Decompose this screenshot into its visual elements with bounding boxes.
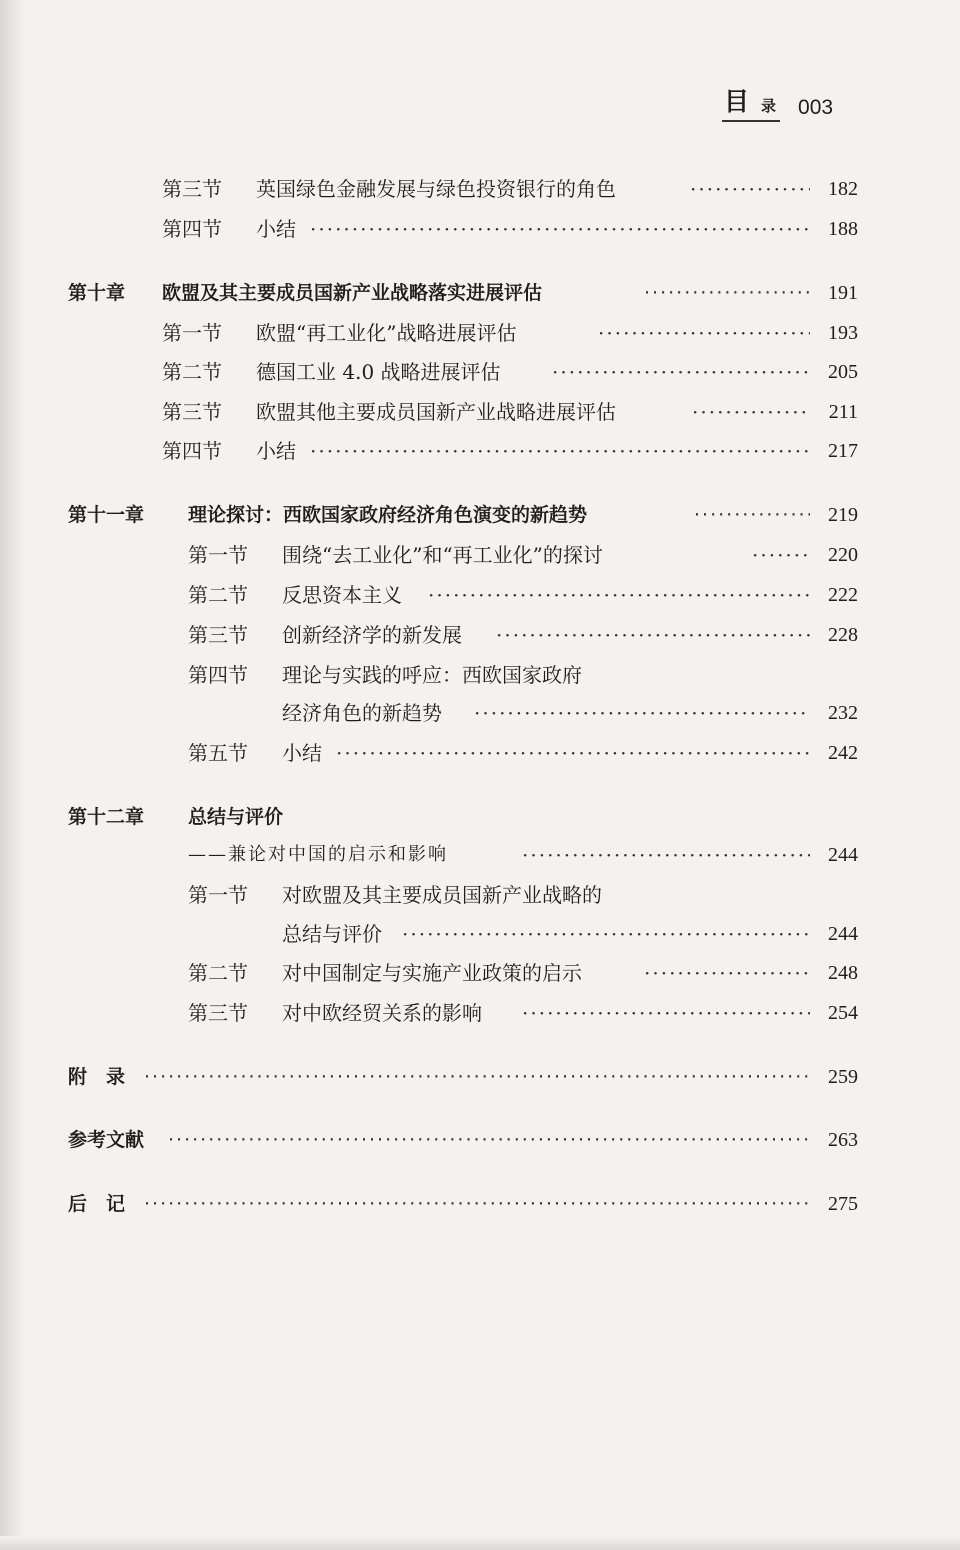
dot-leader — [552, 357, 810, 387]
page-number: 259 — [828, 1066, 858, 1088]
section-title: 对欧盟及其主要成员国新产业战略的 — [282, 883, 602, 907]
dot-leader — [428, 580, 810, 610]
dot-leader — [144, 1062, 810, 1092]
section-label: 第四节 — [162, 439, 222, 463]
page-number: 217 — [828, 440, 858, 462]
page-number: 232 — [828, 702, 858, 724]
toc-entry-chapter[interactable] — [0, 500, 858, 530]
page-number: 193 — [828, 322, 858, 344]
section-label: 第二节 — [188, 583, 248, 607]
chapter-label: 第十一章 — [68, 504, 145, 526]
section-title: 欧盟“再工业化”战略进展评估 — [256, 321, 517, 345]
dot-leader — [690, 174, 810, 204]
section-title-continued: 总结与评价 — [282, 922, 382, 946]
section-label: 第三节 — [188, 1001, 248, 1025]
running-head-title — [722, 82, 780, 122]
section-title: 小结 — [282, 741, 322, 765]
section-label: 第五节 — [188, 741, 248, 765]
section-title: 对中国制定与实施产业政策的启示 — [282, 961, 582, 985]
running-head-title-big: 目 — [724, 87, 750, 116]
dot-leader — [522, 840, 810, 870]
section-label: 第三节 — [188, 623, 248, 647]
page-number: 244 — [828, 923, 858, 945]
toc-entry-chapter — [0, 802, 858, 832]
section-label: 第一节 — [188, 543, 248, 567]
dot-leader — [752, 540, 810, 570]
section-title: 小结 — [256, 439, 296, 463]
dot-leader — [144, 1189, 810, 1219]
section-label: 第四节 — [188, 663, 248, 687]
toc-entry-section[interactable] — [0, 174, 858, 204]
section-title: 英国绿色金融发展与绿色投资银行的角色 — [256, 177, 616, 201]
toc-entry-section-continued[interactable] — [0, 919, 858, 949]
chapter-title: 总结与评价 — [188, 806, 284, 828]
dot-leader — [644, 278, 810, 308]
section-title: 理论与实践的呼应：西欧国家政府 — [282, 663, 582, 687]
page-number: 219 — [828, 504, 858, 526]
section-title: 反思资本主义 — [282, 583, 402, 607]
page-number: 222 — [828, 584, 858, 606]
section-title-continued: 经济角色的新趋势 — [282, 701, 442, 725]
references-label: 参考文献 — [68, 1129, 145, 1151]
section-title: 围绕“去工业化”和“再工业化”的探讨 — [282, 543, 603, 567]
page-number: 228 — [828, 624, 858, 646]
chapter-title: 欧盟及其主要成员国新产业战略落实进展评估 — [162, 282, 543, 304]
appendix-label: 附 录 — [68, 1066, 126, 1088]
toc-entry-section[interactable] — [0, 580, 858, 610]
dot-leader — [522, 998, 810, 1028]
dot-leader — [310, 214, 810, 244]
toc-entry-section[interactable] — [0, 397, 858, 427]
toc-entry-section[interactable] — [0, 436, 858, 466]
toc-entry-section[interactable] — [0, 738, 858, 768]
page-number: 182 — [828, 178, 858, 200]
toc-entry-section[interactable] — [0, 998, 858, 1028]
section-title: 创新经济学的新发展 — [282, 623, 462, 647]
dot-leader — [310, 436, 810, 466]
dot-leader — [474, 698, 810, 728]
dot-leader — [168, 1125, 810, 1155]
page-number: 263 — [828, 1129, 858, 1151]
toc-entry-section-continued[interactable] — [0, 698, 858, 728]
dot-leader — [336, 738, 810, 768]
toc-entry-section[interactable] — [0, 620, 858, 650]
page-number: 248 — [828, 962, 858, 984]
page-number: 244 — [828, 844, 858, 866]
dot-leader — [598, 318, 810, 348]
section-label: 第一节 — [162, 321, 222, 345]
section-label: 第三节 — [162, 177, 222, 201]
chapter-label: 第十二章 — [68, 806, 145, 828]
dot-leader — [644, 958, 810, 988]
page-number: 242 — [828, 742, 858, 764]
page-number: 211 — [828, 401, 858, 423]
chapter-subtitle: ——兼论对中国的启示和影响 — [188, 844, 448, 865]
running-head-page-number: 003 — [798, 96, 834, 119]
toc-entry-section[interactable] — [0, 958, 858, 988]
running-head-title-small: 录 — [761, 97, 777, 115]
section-label: 第二节 — [188, 961, 248, 985]
running-head — [722, 86, 833, 122]
toc-entry-appendix[interactable] — [0, 1062, 858, 1092]
toc-entry-section[interactable] — [0, 214, 858, 244]
section-label: 第三节 — [162, 400, 222, 424]
dot-leader — [402, 919, 810, 949]
chapter-label: 第十章 — [68, 282, 126, 304]
toc-entry-references[interactable] — [0, 1125, 858, 1155]
dot-leader — [496, 620, 810, 650]
toc-entry-afterword[interactable] — [0, 1189, 858, 1219]
toc-entry-section — [0, 660, 858, 690]
page-number: 188 — [828, 218, 858, 240]
afterword-label: 后 记 — [68, 1193, 126, 1215]
section-label: 第四节 — [162, 217, 222, 241]
page-number: 191 — [828, 282, 858, 304]
page-number: 220 — [828, 544, 858, 566]
dot-leader — [692, 397, 810, 427]
toc-entry-section[interactable] — [0, 357, 858, 387]
page-bottom-shadow — [0, 1536, 960, 1550]
page-number: 254 — [828, 1002, 858, 1024]
page-number: 205 — [828, 361, 858, 383]
section-title: 欧盟其他主要成员国新产业战略进展评估 — [256, 400, 616, 424]
toc-entry-chapter[interactable] — [0, 278, 858, 308]
section-label: 第一节 — [188, 883, 248, 907]
section-label: 第二节 — [162, 360, 222, 384]
page-number: 275 — [828, 1193, 858, 1215]
section-title: 对中欧经贸关系的影响 — [282, 1001, 482, 1025]
toc-entry-section[interactable] — [0, 540, 858, 570]
dot-leader — [694, 500, 810, 530]
toc-entry-section — [0, 880, 858, 910]
chapter-title: 理论探讨：西欧国家政府经济角色演变的新趋势 — [188, 504, 588, 526]
section-title: 小结 — [256, 217, 296, 241]
toc-entry-chapter-subtitle[interactable] — [0, 840, 858, 870]
toc-entry-section[interactable] — [0, 318, 858, 348]
section-title: 德国工业 4.0 战略进展评估 — [256, 360, 501, 384]
